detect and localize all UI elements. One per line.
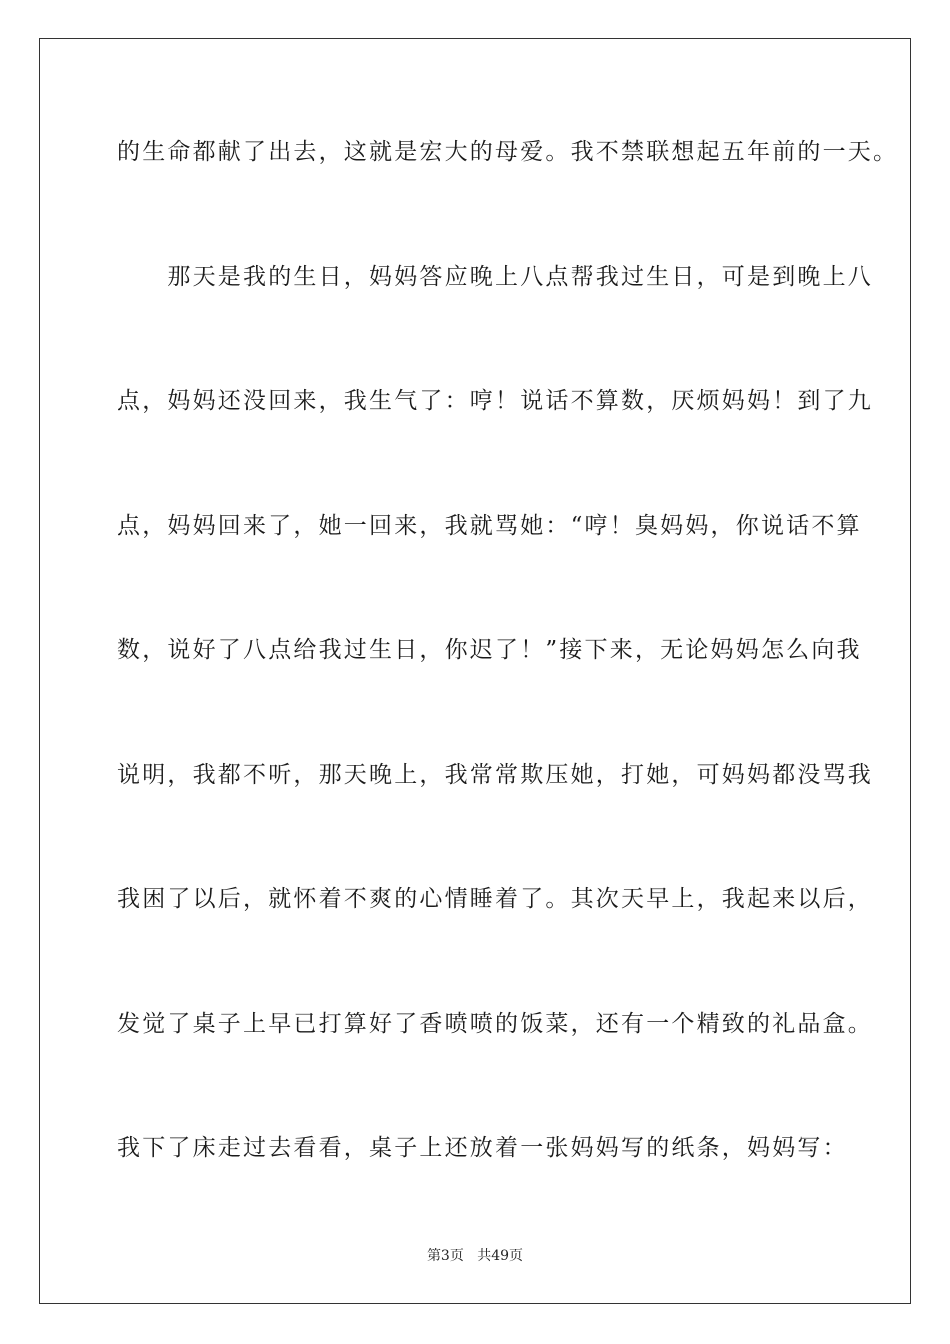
text-line-1: 的生命都献了出去，这就是宏大的母爱。我不禁联想起五年前的一天。 xyxy=(117,139,899,165)
text-line-7: 我困了以后，就怀着不爽的心情睡着了。其次天早上，我起来以后， xyxy=(117,886,873,912)
page-border xyxy=(39,38,911,1304)
total-pages: 共49页 xyxy=(477,1248,524,1264)
text-line-4: 点，妈妈回来了，她一回来，我就骂她：“哼！臭妈妈，你说话不算 xyxy=(117,513,862,539)
text-line-5: 数，说好了八点给我过生日，你迟了！”接下来，无论妈妈怎么向我 xyxy=(117,637,862,663)
text-line-8: 发觉了桌子上早已打算好了香喷喷的饭菜，还有一个精致的礼品盒。 xyxy=(117,1011,873,1037)
text-line-3: 点，妈妈还没回来，我生气了：哼！说话不算数，厌烦妈妈！到了九 xyxy=(117,388,873,414)
page-number: 第3页 xyxy=(426,1248,464,1264)
text-line-2: 那天是我的生日，妈妈答应晚上八点帮我过生日，可是到晚上八 xyxy=(117,264,873,290)
page-footer xyxy=(0,1246,950,1266)
text-line-9: 我下了床走过去看看，桌子上还放着一张妈妈写的纸条，妈妈写： xyxy=(117,1135,848,1161)
text-line-6: 说明，我都不听，那天晚上，我常常欺压她，打她，可妈妈都没骂我 xyxy=(117,762,873,788)
